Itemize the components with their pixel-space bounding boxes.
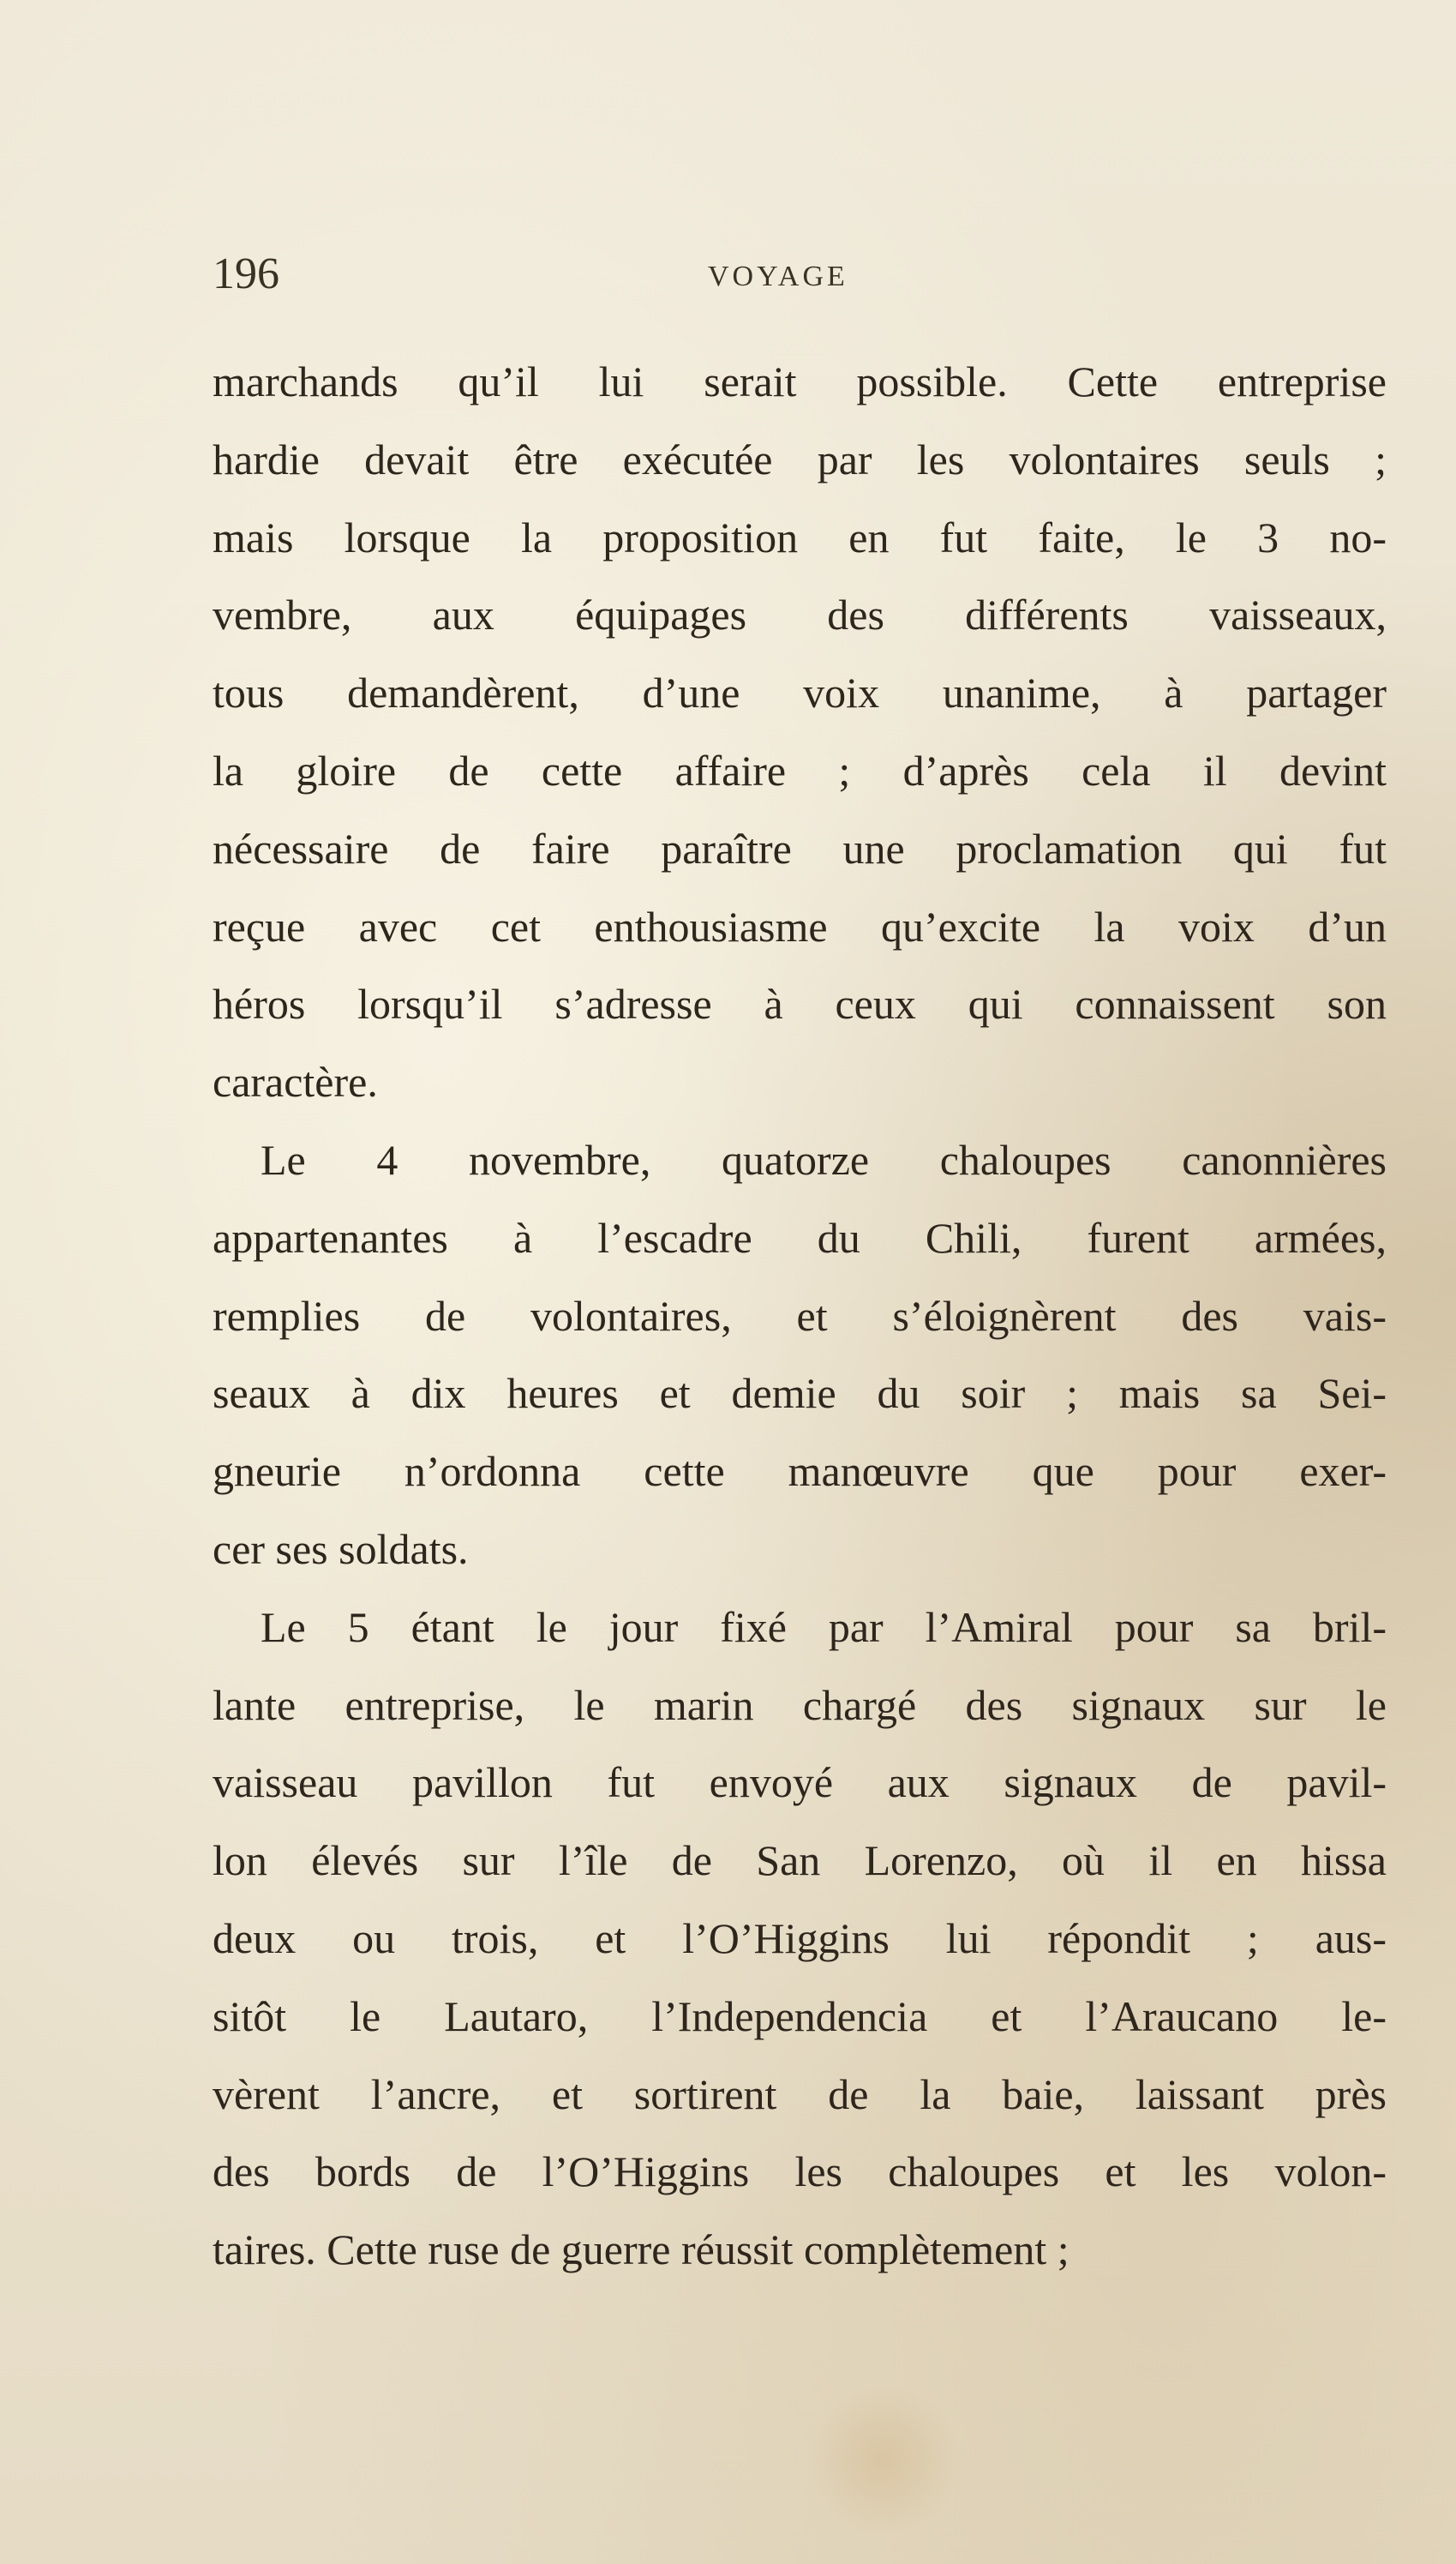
text-line: Le 4 novembre, quatorze chaloupes canonnières — [261, 1135, 1387, 1184]
text-line: marchands qu’il lui serait possible. Cette entreprise — [213, 357, 1387, 405]
text-line: seaux à dix heures et demie du soir ; mais sa Sei- — [213, 1369, 1387, 1418]
text-line: taires. Cette ruse de guerre réussit complètement ; — [213, 2225, 1070, 2274]
body-text — [213, 343, 1387, 2289]
text-line: remplies de volontaires, et s’éloignèrent des vais- — [213, 1291, 1387, 1340]
text-line: deux ou trois, et l’O’Higgins lui répondit ; aus- — [213, 1913, 1387, 1962]
text-line: héros lorsqu’il s’adresse à ceux qui connaissent son — [213, 980, 1387, 1029]
text-line: des bords de l’O’Higgins les chaloupes et les volon- — [213, 2147, 1387, 2196]
text-line: nécessaire de faire paraître une proclamation qui fut — [213, 824, 1387, 873]
text-line: sitôt le Lautaro, l’Independencia et l’Araucano le- — [213, 1991, 1387, 2040]
text-line: Le 5 étant le jour fixé par l’Amiral pour sa bril- — [261, 1602, 1387, 1651]
paragraph-1 — [213, 343, 1387, 1121]
text-line: tous demandèrent, d’une voix unanime, à partager — [213, 669, 1387, 718]
page-header — [213, 249, 1387, 309]
text-line: appartenantes à l’escadre du Chili, furent armées, — [213, 1213, 1387, 1262]
text-line: caractère. — [213, 1058, 378, 1107]
text-line: vèrent l’ancre, et sortirent de la baie, laissant près — [213, 2069, 1387, 2118]
paper-stain — [806, 2383, 960, 2537]
text-line: lante entreprise, le marin chargé des signaux sur le — [213, 1680, 1387, 1729]
text-line: cer ses soldats. — [213, 1524, 469, 1573]
paragraph-2 — [213, 1121, 1387, 1588]
paragraph-3 — [213, 1588, 1387, 2289]
text-line: lon élevés sur l’île de San Lorenzo, où il en hissa — [213, 1836, 1387, 1885]
text-line: reçue avec cet enthousiasme qu’excite la voix d’un — [213, 902, 1387, 951]
text-line: mais lorsque la proposition en fut faite, le 3 no- — [213, 513, 1387, 561]
page-number: 196 — [213, 249, 279, 298]
text-line: vaisseau pavillon fut envoyé aux signaux de pavil- — [213, 1758, 1387, 1807]
text-line: vembre, aux équipages des différents vaisseaux, — [213, 591, 1387, 639]
text-line: hardie devait être exécutée par les volontaires seuls ; — [213, 435, 1387, 483]
text-line: la gloire de cette affaire ; d’après cela il devint — [213, 746, 1387, 795]
running-head: VOYAGE — [708, 261, 848, 292]
text-line: gneurie n’ordonna cette manœuvre que pour exer- — [213, 1447, 1387, 1496]
